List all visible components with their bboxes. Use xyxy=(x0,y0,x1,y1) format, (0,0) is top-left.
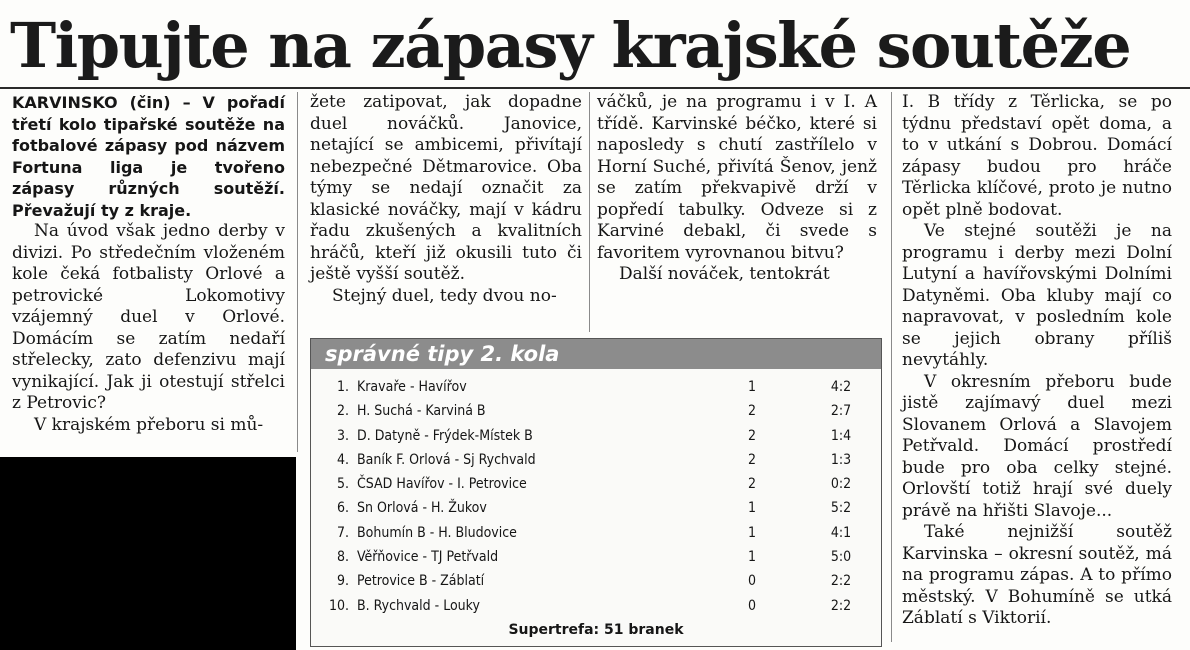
row-sign: 0 xyxy=(747,573,756,590)
row-score: 5:2 xyxy=(830,500,852,517)
row-match: ČSAD Havířov - I. Petrovice xyxy=(357,476,527,493)
row-number: 3. xyxy=(336,427,349,444)
table-row xyxy=(311,424,881,448)
row-match: Bohumín B - H. Bludovice xyxy=(357,524,517,541)
article-paragraph: váčků, je na programu i v I. A třídě. Karvinské béčko, které si naposledy s chutí zastřílelo v Horní Suché, přivítá Šenov, jenž se zatím překvapivě drží v popředí tabulky. Odveze si z Karviné debakl, či svede s favoritem vyrovnanou bitvu? xyxy=(597,92,877,263)
table-row xyxy=(311,472,881,496)
row-number: 7. xyxy=(336,524,349,541)
row-match: Sn Orlová - H. Žukov xyxy=(357,500,487,517)
row-match: D. Datyně - Frýdek-Místek B xyxy=(357,427,533,444)
column-divider xyxy=(891,92,892,642)
table-row xyxy=(311,375,881,399)
article-paragraph: V krajském přeboru si mů- xyxy=(34,414,264,435)
row-match: Petrovice B - Záblatí xyxy=(357,573,485,590)
article-paragraph: žete zatipovat, jak dopadne duel nováčků. Janovice, netající se ambicemi, přivítají nebezpečné Dětmarovice. Oba týmy se nedají označit za klasické nováčky, mají v kádru řadu zkušených a kvalitních hráčů, kteří již okusili tuto či ještě vyšší soutěž. xyxy=(310,92,582,284)
row-match: Kravaře - Havířov xyxy=(357,379,467,395)
table-row xyxy=(311,399,881,423)
row-score: 1:4 xyxy=(830,427,852,444)
row-number: 6. xyxy=(336,500,349,517)
table-row xyxy=(311,569,881,593)
table-row xyxy=(311,594,881,618)
article-paragraph: Stejný duel, tedy dvou no- xyxy=(332,285,557,306)
row-score: 2:2 xyxy=(830,597,852,614)
row-number: 5. xyxy=(336,476,349,493)
article-paragraph: I. B třídy z Těrlicka, se po týdnu představí opět doma, a to v utkání s Dobrou. Domácí zápasy budou pro hráče Těrlicka klíčové, proto je nutno opět plně bodovat. xyxy=(902,92,1172,220)
headline-rule xyxy=(0,87,1190,89)
article-paragraph: Další nováček, tentokrát xyxy=(619,264,830,284)
tips-box xyxy=(310,338,882,647)
row-number: 1. xyxy=(336,379,349,395)
row-number: 9. xyxy=(336,573,349,590)
headline: Tipujte na zápasy krajské soutěže xyxy=(10,9,1131,82)
redaction-block xyxy=(0,457,296,650)
article-column-4 xyxy=(902,92,1172,630)
table-row xyxy=(311,496,881,520)
table-row xyxy=(311,545,881,569)
row-sign: 1 xyxy=(747,379,756,395)
row-score: 1:3 xyxy=(830,451,852,468)
article-paragraph: Na úvod však jedno derby v divizi. Po středečním vloženém kole čeká fotbalisty Orlové a petrovické Lokomotivy vzájemný duel v Orlové. Domácím se zatím nedaří střelecky, zato defenzivu mají vynikající. Jak ji otestují střelci z Petrovic? xyxy=(12,221,285,413)
row-score: 2:2 xyxy=(830,573,852,590)
row-score: 2:7 xyxy=(830,403,852,420)
row-match: H. Suchá - Karviná B xyxy=(357,403,486,420)
row-sign: 2 xyxy=(747,427,756,444)
row-score: 4:2 xyxy=(830,379,852,395)
article-column-1 xyxy=(12,92,285,436)
row-sign: 1 xyxy=(747,524,756,541)
article-lead: KARVINSKO (čin) – V pořadí třetí kolo tipařské soutěže na fotbalové zápasy pod názvem Fortuna liga je tvořeno zápasy různých soutěží. Převažují ty z kraje. xyxy=(12,93,285,220)
row-match: Baník F. Orlová - Sj Rychvald xyxy=(357,451,536,468)
row-sign: 0 xyxy=(747,597,756,614)
row-score: 4:1 xyxy=(830,524,852,541)
row-score: 5:0 xyxy=(830,549,852,566)
supertrefa-label: Supertrefa: 51 branek xyxy=(508,622,684,638)
article-column-3 xyxy=(597,92,877,286)
row-sign: 2 xyxy=(747,403,756,420)
article-paragraph: V okresním přeboru bude jistě zajímavý duel mezi Slovanem Orlová a Slavojem Petřvald. Domácí prostředí bude pro oba celky stejné. Orlovští totiž hrají své duely právě na hřišti Slavoje... xyxy=(902,371,1172,521)
table-row xyxy=(311,521,881,545)
tips-table xyxy=(311,375,881,618)
column-divider xyxy=(297,92,298,452)
row-match: Věřňovice - TJ Petřvald xyxy=(357,549,499,566)
table-row xyxy=(311,448,881,472)
row-score: 0:2 xyxy=(830,476,852,493)
row-sign: 1 xyxy=(747,549,756,566)
row-sign: 2 xyxy=(747,451,756,468)
row-number: 8. xyxy=(336,549,349,566)
row-number: 10. xyxy=(328,597,349,614)
row-number: 4. xyxy=(336,451,349,468)
row-match: B. Rychvald - Louky xyxy=(357,597,480,614)
article-paragraph: Také nejnižší soutěž Karvinska – okresní soutěž, má na programu zápas. A to přímo městský. V Bohumíně se utká Záblatí s Viktorií. xyxy=(902,522,1172,628)
tips-box-title: správné tipy 2. kola xyxy=(311,339,881,369)
column-divider xyxy=(589,92,590,332)
article-column-2 xyxy=(310,92,582,307)
row-number: 2. xyxy=(336,403,349,420)
row-sign: 1 xyxy=(747,500,756,517)
article-paragraph: Ve stejné soutěži je na programu i derby mezi Dolní Lutyní a havířovskými Dolními Datyněmi. Oba kluby mají co napravovat, v posledním kole se jejich obrany příliš nevytáhly. xyxy=(902,221,1172,370)
row-sign: 2 xyxy=(747,476,756,493)
